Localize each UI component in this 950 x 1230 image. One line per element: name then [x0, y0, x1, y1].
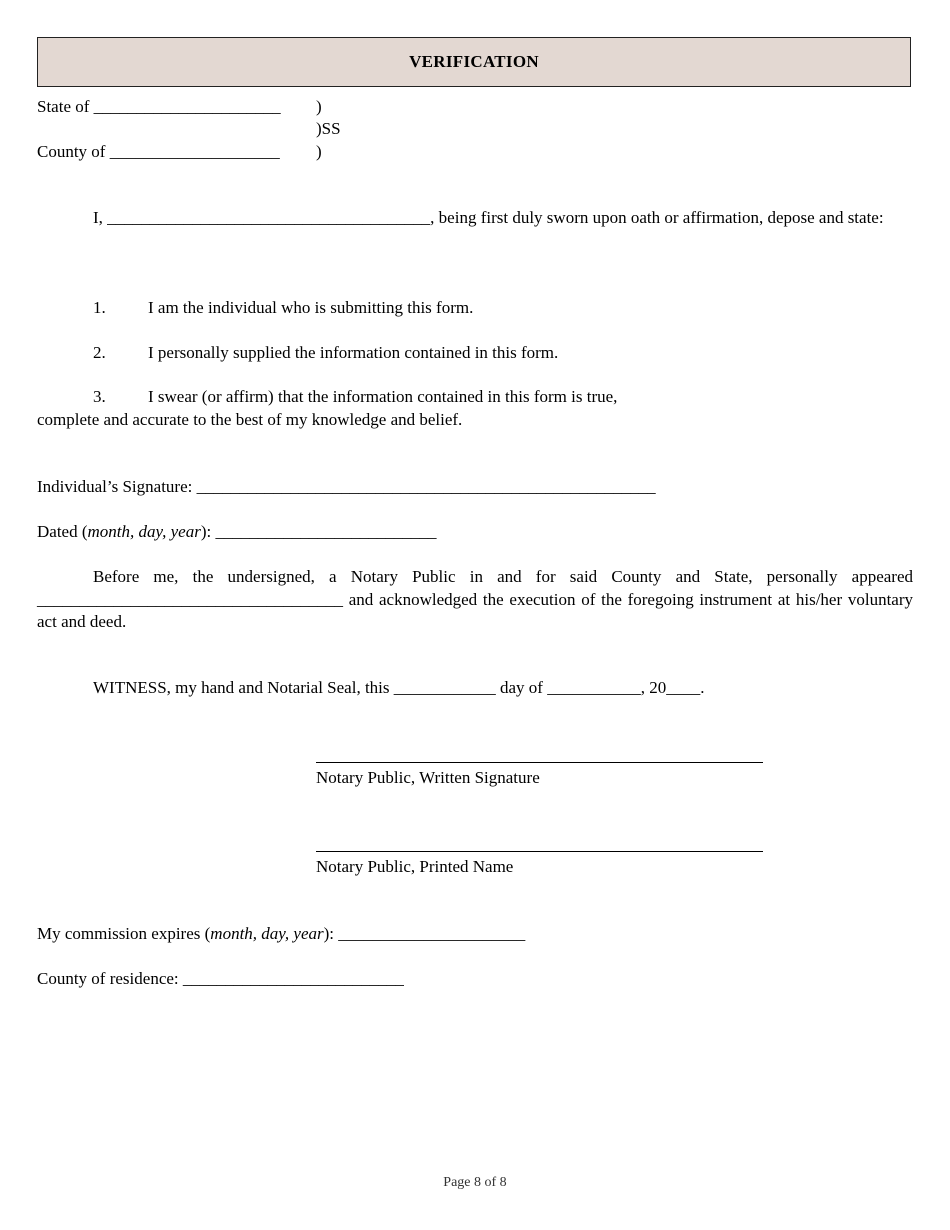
signature-label: Individual’s Signature: — [37, 477, 193, 496]
page-number: Page 8 of 8 — [443, 1175, 507, 1190]
statement-3-continuation: complete and accurate to the best of my knowledge and belief. — [37, 410, 463, 429]
statement-2-number: 2. — [93, 343, 106, 362]
witness-period: . — [700, 678, 705, 697]
witness-day-of: day of — [500, 678, 543, 697]
notary-paragraph — [37, 566, 913, 634]
dated-label-end: ): — [200, 522, 212, 541]
signature-line — [37, 476, 656, 498]
state-label: State of — [37, 97, 90, 116]
county-label: County of — [37, 142, 106, 161]
dated-label-italic: month, day, year — [87, 522, 201, 541]
verification-header — [37, 37, 911, 87]
commission-label-italic: month, day, year — [210, 924, 324, 943]
venue-paren-2: ) — [316, 142, 322, 161]
witness-day-field[interactable]: ____________ — [393, 678, 496, 697]
ss-marker: )SS — [316, 119, 341, 138]
witness-line — [93, 677, 704, 699]
residence-line — [37, 968, 404, 990]
oath-prefix: I, — [93, 208, 103, 227]
signature-field[interactable]: ______________________________________________________ — [196, 477, 656, 496]
dated-field[interactable]: __________________________ — [215, 522, 437, 541]
statement-3-text: I swear (or affirm) that the information contained in this form is true, — [148, 387, 618, 406]
oath-paragraph — [37, 207, 913, 230]
notary-text-start: Before me, the undersigned, a Notary Public in and for said County and State, personally appeared — [93, 567, 913, 586]
statement-3-number: 3. — [93, 387, 106, 406]
notary-printed-name-label: Notary Public, Printed Name — [316, 857, 514, 876]
affiant-name-field[interactable]: ______________________________________ — [107, 208, 431, 227]
county-field[interactable]: ____________________ — [109, 142, 280, 161]
statement-1-number: 1. — [93, 298, 106, 317]
residence-label: County of residence: — [37, 969, 179, 988]
venue-paren-1: ) — [316, 97, 322, 116]
commission-label-start: My commission expires ( — [37, 924, 211, 943]
notary-text-end: and acknowledged the execution of the foregoing instrument at his/her voluntary act and deed. — [37, 589, 913, 631]
witness-text: WITNESS, my hand and Notarial Seal, this — [93, 678, 390, 697]
residence-field[interactable]: __________________________ — [182, 969, 404, 988]
witness-year-prefix: , 20 — [640, 678, 667, 697]
notary-signature-field[interactable] — [316, 762, 763, 763]
witness-month-field[interactable]: ___________ — [547, 678, 641, 697]
dated-line — [37, 521, 436, 543]
page-title: VERIFICATION — [409, 52, 539, 71]
notary-signature-label: Notary Public, Written Signature — [316, 768, 540, 787]
appeared-name-field[interactable]: ____________________________________ — [37, 589, 343, 609]
commission-label-end: ): — [323, 924, 335, 943]
statement-2-text: I personally supplied the information contained in this form. — [148, 343, 559, 362]
state-line — [37, 96, 281, 118]
statement-1-text: I am the individual who is submitting this form. — [148, 298, 474, 317]
witness-year-field[interactable]: ____ — [666, 678, 701, 697]
commission-line — [37, 923, 525, 945]
state-field[interactable]: ______________________ — [93, 97, 281, 116]
county-line — [37, 141, 280, 163]
dated-label-start: Dated ( — [37, 522, 88, 541]
commission-field[interactable]: ______________________ — [338, 924, 526, 943]
oath-text: , being first duly sworn upon oath or affirmation, depose and state: — [430, 208, 884, 227]
notary-printed-name-field[interactable] — [316, 851, 763, 852]
